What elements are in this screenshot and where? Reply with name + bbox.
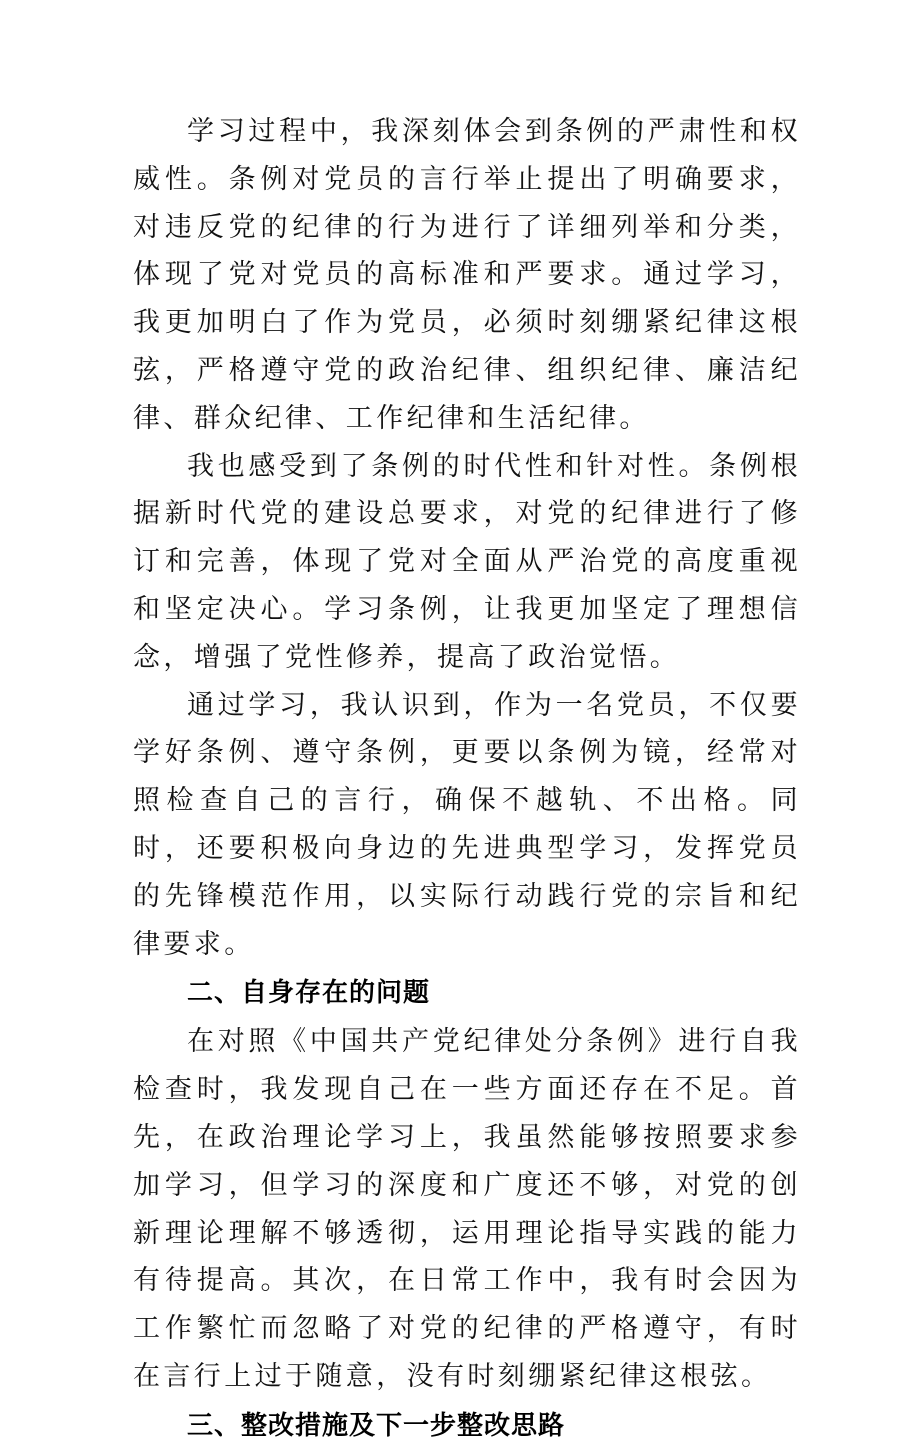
section-heading-existing-problems: 二、自身存在的问题 [187, 978, 431, 1009]
paragraph-timeliness-pertinence: 我也感受到了条例的时代性和针对性。条例根据新时代党的建设总要求，对党的纪律进行了修订和完善，体现了党对全面从严治党的高度重视和坚定决心。学习条例，让我更加坚定了理想信念，增强了党性修养，提高了政治觉悟。 [133, 450, 801, 673]
paragraph-strictness-authority: 学习过程中，我深刻体会到条例的严肃性和权威性。条例对党员的言行举止提出了明确要求，对违反党的纪律的行为进行了详细列举和分类，体现了党对党员的高标准和严要求。通过学习，我更加明白了作为党员，必须时刻绷紧纪律这根弦，严格遵守党的政治纪律、组织纪律、廉洁纪律、群众纪律、工作纪律和生活纪律。 [133, 116, 801, 434]
section-heading-rectification: 三、整改措施及下一步整改思路 [187, 1410, 566, 1441]
paragraph-self-check: 在对照《中国共产党纪律处分条例》进行自我检查时，我发现自己在一些方面还存在不足。首先，在政治理论学习上，我虽然能够按照要求参加学习，但学习的深度和广度还不够，对党的创新理论理解不够透彻，运用理论指导实践的能力有待提高。其次，在日常工作中，我有时会因为工作繁忙而忽略了对党的纪律的严格遵守，有时在言行上过于随意，没有时刻绷紧纪律这根弦。 [133, 1026, 801, 1392]
paragraph-learning-reflection: 通过学习，我认识到，作为一名党员，不仅要学好条例、遵守条例，更要以条例为镜，经常对照检查自己的言行，确保不越轨、不出格。同时，还要积极向身边的先进典型学习，发挥党员的先锋模范作用，以实际行动践行党的宗旨和纪律要求。 [133, 689, 801, 960]
document-body [133, 108, 801, 1451]
